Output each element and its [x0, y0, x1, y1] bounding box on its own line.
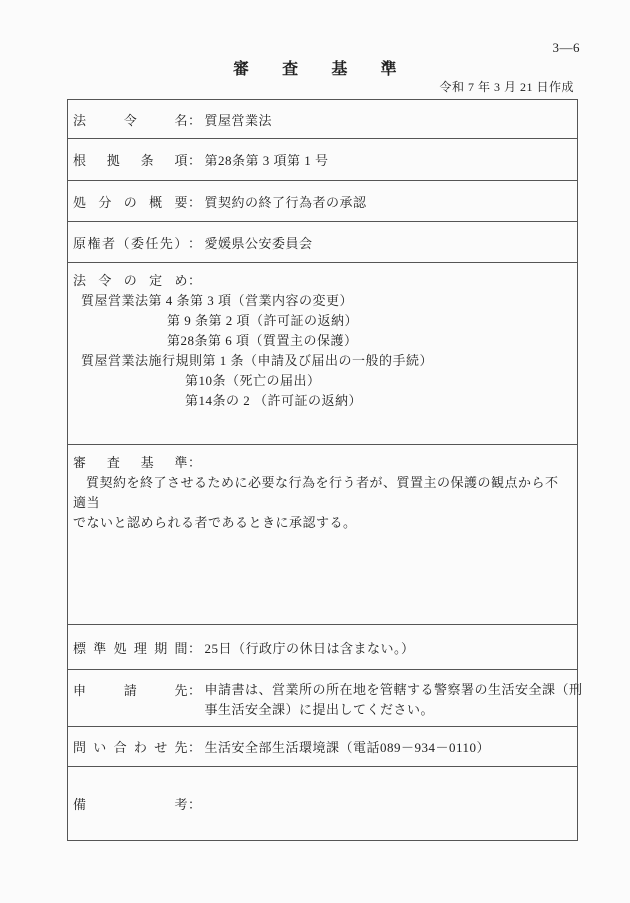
table-row-basis	[68, 138, 577, 180]
row-label-line	[73, 453, 571, 473]
row-label: 問 い 合 わ せ 先	[73, 740, 188, 755]
table-row-law-name	[68, 100, 577, 138]
criteria-line: 質契約を終了させるために必要な行為を行う者が、質置主の保護の観点から不適当	[73, 475, 559, 510]
label-colon: ：	[188, 640, 202, 656]
table-row-authority	[68, 221, 577, 262]
table-row-overview	[68, 180, 577, 221]
row-value: 質契約の終了行為者の承認	[204, 194, 367, 210]
provision-line: 第14条の 2 （許可証の返納）	[185, 393, 363, 408]
provision-line: 第 9 条第 2 項（許可証の返納）	[167, 313, 359, 328]
page-title-text: 審 査 基 準	[233, 61, 397, 78]
label-colon: ：	[188, 112, 202, 128]
table-row-provisions	[68, 262, 577, 444]
row-value: 第28条第 3 項第 1 号	[204, 153, 329, 168]
label-colon: ：	[188, 194, 202, 210]
label-colon: ：	[188, 740, 202, 755]
row-label: 根 拠 条 項	[73, 153, 188, 168]
page-title	[0, 56, 630, 79]
provision-line: 第10条（死亡の届出）	[185, 373, 321, 388]
created-date: 令和 7 年 3 月 21 日作成	[439, 80, 574, 94]
criteria-table	[67, 99, 583, 841]
row-label: 法 令 名	[73, 112, 188, 128]
page-number: 3—6	[552, 40, 580, 55]
row-label: 法 令 の 定 め	[73, 273, 188, 288]
row-label: 審 査 基 準	[73, 455, 188, 470]
row-label: 申 請 先	[73, 683, 188, 698]
row-label: 備 考	[73, 797, 188, 812]
row-label: 処 分 の 概 要	[73, 194, 188, 210]
table-row-contact	[68, 726, 577, 766]
row-value: 生活安全部生活環境課（電話089－934－0110）	[204, 740, 491, 755]
table-row-criteria	[68, 444, 577, 624]
application-line: 事生活安全課）に提出してください。	[204, 702, 435, 717]
label-colon: ：	[188, 683, 202, 698]
row-value: 25日（行政庁の休日は含まない。）	[204, 640, 415, 656]
criteria-line: でないと認められる者であるときに承認する。	[73, 515, 357, 530]
row-value: 愛媛県公安委員会	[204, 235, 313, 251]
label-colon: ：	[188, 455, 202, 470]
provision-line: 第28条第 6 項（質置主の保護）	[167, 333, 358, 348]
label-colon: ：	[188, 235, 202, 251]
row-value: 質屋営業法	[204, 112, 273, 128]
row-label: 原 権 者 （ 委 任 先 ）	[73, 235, 188, 251]
table-row-period	[68, 624, 577, 669]
application-line: 申請書は、営業所の所在地を管轄する警察署の生活安全課（刑	[204, 682, 583, 697]
table-row-application	[68, 669, 583, 726]
row-label: 標 準 処 理 期 間	[73, 640, 188, 656]
row-label-line	[73, 271, 571, 291]
label-colon: ：	[188, 153, 202, 168]
label-colon: ：	[188, 797, 202, 812]
table-row-remarks	[68, 766, 577, 840]
provision-line: 質屋営業法施行規則第 1 条（申請及び届出の一般的手続）	[81, 353, 434, 368]
label-colon: ：	[188, 273, 202, 288]
provision-line: 質屋営業法第 4 条第 3 項（営業内容の変更）	[81, 293, 354, 308]
row-value	[205, 680, 583, 720]
